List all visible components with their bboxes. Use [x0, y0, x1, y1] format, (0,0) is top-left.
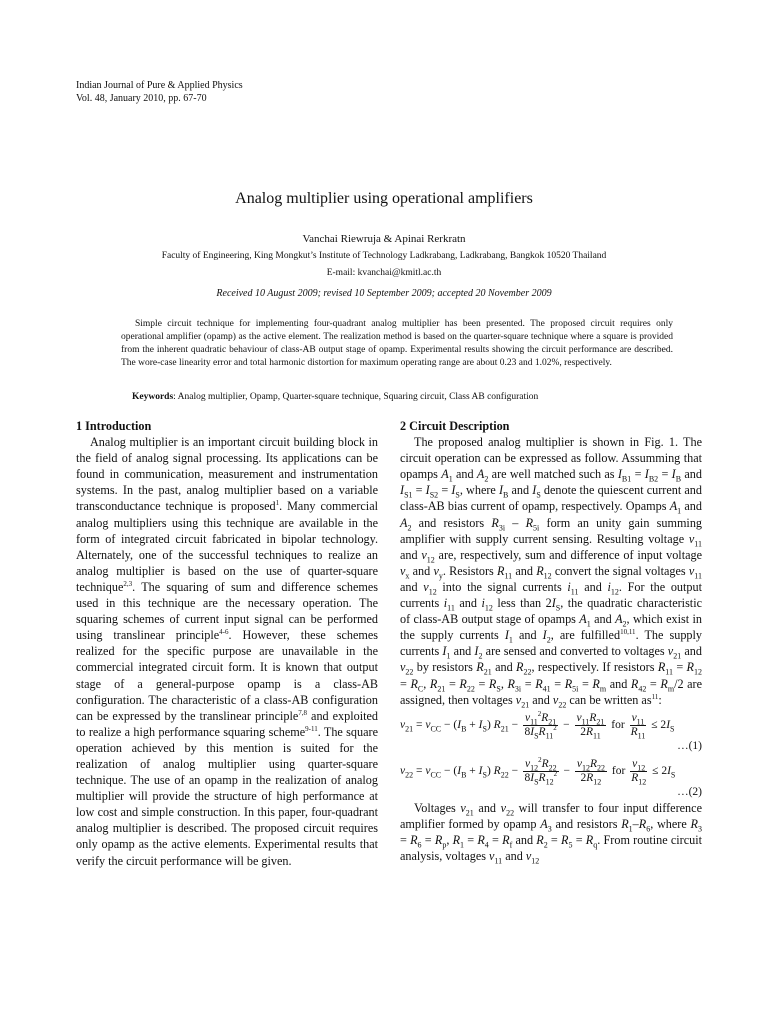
keywords — [132, 392, 538, 402]
paragraph: The proposed analog multiplier is shown in Fig. 1. The circuit operation can be expressed as follow. Assumming that opamps $A_1$ and $A_2$ are well matched such as $I_{B1} = I_{B2} = I_B$ and $I_{S1} = I_{S2} = I_S$, where $I_B$ and $I_S$ denote the quiescent current and class-AB bias current of opamp, respectively. Opamps $A_1$ and $A_2$ and resistors $R_{3i} - R_{5i}$ form an unity gain summing amplifier with supply current sensing. Resulting voltage $v_{11}$ and $v_{12}$ are, respectively, sum and difference of input voltage $v_x$ and $v_y$. Resistors $R_{11}$ and $R_{12}$ convert the signal voltages $v_{11}$ and $v_{12}$ into the signal currents $i_{11}$ and $i_{12}$. For the output currents $i_{11}$ and $i_{12}$ less than $2I_S$, the quadratic characteristic of class-AB output stage of opamps $A_1$ and $A_2$, which exist in the supply currents $I_1$ and $I_2$, are fulfilled$^{10,11}$. The supply currents $I_1$ and $I_2$ are sensed and converted to voltages $v_{21}$ and $v_{22}$ by resistors $R_{21}$ and $R_{22}$, respectively. If resistors $R_{11} = R_{12} = R_C$, $R_{21} = R_{22} = R_S$, $R_{3i} = R_{41} = R_{5i} = R_m$ and $R_{42} = R_m/2$ are assigned, then voltages $v_{21}$ and $v_{22}$ can be written $as^{11}$: — [400, 435, 703, 710]
column-right — [400, 418, 702, 864]
abstract: Simple circuit technique for implementing four-quadrant analog multiplier has been presented. The proposed circuit requires only operational amplifier (opamp) as the active element. The realization method is based on the quarter-square technique where a square is provided from the inherent quadratic behaviour of class-AB output stage of opamp. Experimental results showing the circuit performance are described. The wore-case linearity error and total harmonic distortion for maximum operating range are about 0.23 and 1.02%, respectively. — [121, 319, 673, 368]
paragraph: Voltages $v_{21}$ and $v_{22}$ will transfer to four input difference amplifier formed by opamp $A_3$ and resistors $R_1-R_6$, where $R_3 = R_6 = R_p$, $R_1 = R_4 = R_f$ and $R_2 = R_5 = R_q$. From routine circuit analysis, voltages $v_{11}$ and $v_{12}$ — [400, 800, 703, 866]
journal-volume: Vol. 48, January 2010, pp. 67-70 — [76, 93, 207, 104]
section-heading: 2 Circuit Description — [400, 419, 510, 433]
equation-number: …(1) — [677, 739, 702, 752]
paragraph: Analog multiplier is an important circuit building block in the field of analog signal processing. Its applications can be found in communication, measurement and instrumentation systems. In the past, analog multiplier based on a variable transconductance technique is proposed$^1$. Many commercial analog multipliers using this technique are available in the form of integrated circuit fabricated in bipolar technology. Alternately, one of the successful techniques to realize an analog multiplier is based on the use of quarter-square technique$^{2,3}$. The squaring of sum and difference schemes used in this technique are the necessary operation. The squaring schemes of current input signal can be performed using translinear principle$^{4-6}$. However, these schemes realized for the specific purpose are unavailable in the commercial integrated circuit form. It is known that output stage of a general-purpose opamp is a class-AB configuration. The characteristic of a class-AB configuration can be expressed by the translinear principle$^{7,8}$ and exploited to realize a high performance squaring scheme$^{9-11}$. The square operation achieved by this mention is suited for the realization of analog multiplier using quarter-square technique. The use of an opamp in the realization of analog multiplier will provide the structure of high performance at low cost and simple construction. In this paper, four-quadrant analog multiplier is described. The proposed circuit requires only opamp as the active elements. Experimental results that verify the circuit performance will be given. — [76, 435, 378, 868]
email: E-mail: kvanchai@kmitl.ac.th — [326, 268, 442, 278]
section-heading: 1 Introduction — [76, 419, 152, 433]
equation-number: …(2) — [677, 785, 702, 798]
dates: Received 10 August 2009; revised 10 September 2009; accepted 20 November 2009 — [216, 288, 552, 299]
equation-1: $v_{21} = v_{CC} - (I_B + I_S) R_{21}$ − $\frac{v_{11}^2R_{21}}{8I_SR_{11}^2}$ − $\frac{v_{11}R_{21}}{2R_{11}}$ for $\frac{v_{11}}{R_{11}}$ ≤ $2I_S$ …(1) — [400, 708, 702, 754]
journal-name: Indian Journal of Pure & Applied Physics — [76, 80, 243, 91]
column-left — [76, 418, 378, 869]
equation-2: $v_{22} = v_{CC} - (I_B + I_S) R_{22}$ − $\frac{v_{12}^2R_{22}}{8I_SR_{12}^2}$ − $\frac{v_{12}R_{22}}{2R_{12}}$ for $\frac{v_{12}}{R_{12}}$ ≤ $2I_S$ …(2) — [400, 754, 702, 800]
keywords-label: Keywords — [132, 392, 174, 402]
paper-title: Analog multiplier using operational amplifiers — [235, 190, 533, 207]
keywords-text: : Analog multiplier, Opamp, Quarter-square technique, Squaring circuit, Class AB configuration — [173, 392, 539, 402]
authors: Vanchai Riewruja & Apinai Rerkratn — [302, 233, 466, 245]
affiliation: Faculty of Engineering, King Mongkut’s Institute of Technology Ladkrabang, Ladkrabang, Bangkok 10520 Thailand — [161, 251, 607, 261]
journal-header — [76, 79, 243, 105]
